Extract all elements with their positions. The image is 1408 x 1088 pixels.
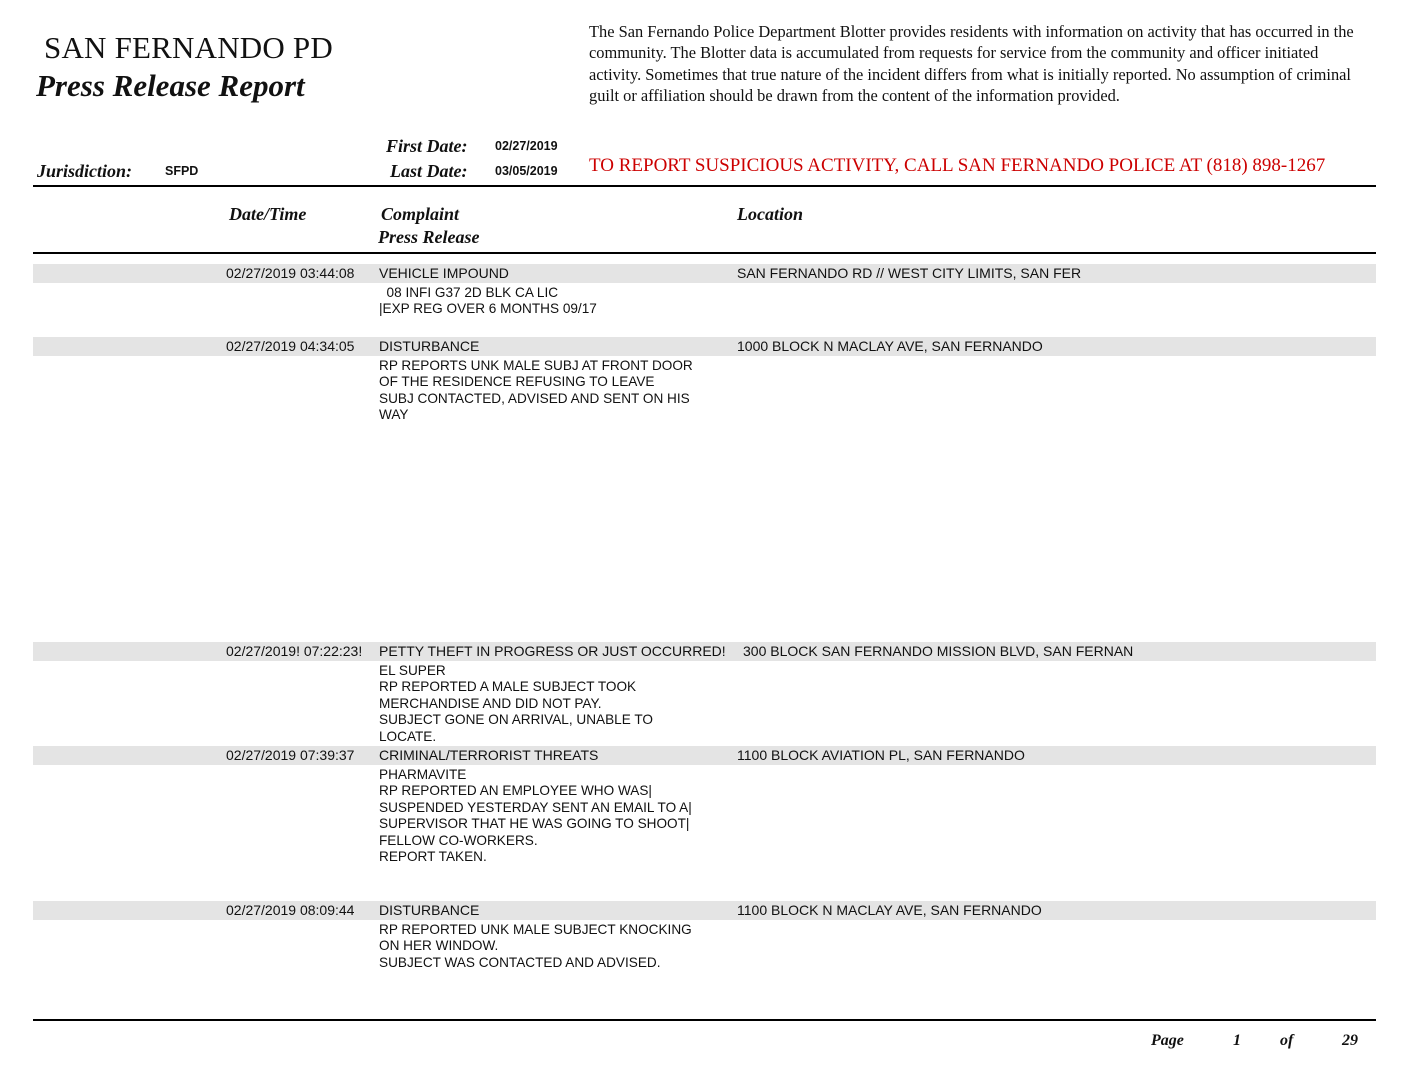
jurisdiction-label: Jurisdiction: [37,161,133,181]
incident-location: SAN FERNANDO RD // WEST CITY LIMITS, SAN FER [737,265,1082,281]
incident-location: 300 BLOCK SAN FERNANDO MISSION BLVD, SAN FERNAN [743,643,1134,659]
incident-press-release: RP REPORTS UNK MALE SUBJ AT FRONT DOOR OF THE RESIDENCE REFUSING TO LEAVE SUBJ CONTACTED, ADVISED AND SENT ON HIS WAY [379,358,693,423]
blotter-info-paragraph: The San Fernando Police Department Blotter provides residents with information on activity that has occurred in the community. The Blotter data is accumulated from requests for service from the community and officer initiated activity. Sometimes that true nature of the incident differs from what is initially reported. No assumption of criminal guilt or affiliation should be drawn from the content of the information provided. [589,22,1354,105]
page-total: 29 [1342,1032,1358,1049]
report-suspicious-activity-callout: TO REPORT SUSPICIOUS ACTIVITY, CALL SAN FERNANDO POLICE AT (818) 898-1267 [589,155,1326,176]
incident-datetime: 02/27/2019 07:39:37 [226,747,355,763]
incident-complaint: PETTY THEFT IN PROGRESS OR JUST OCCURRED! [379,643,726,659]
header-rule [33,185,1376,187]
column-header-press-release: Press Release [378,227,480,247]
incident-press-release: 08 INFI G37 2D BLK CA LIC |EXP REG OVER 6 MONTHS 09/17 [379,285,597,317]
column-header-complaint: Complaint [381,204,460,224]
incident-complaint: CRIMINAL/TERRORIST THREATS [379,747,599,763]
incident-datetime: 02/27/2019 03:44:08 [226,265,355,281]
incident-complaint: DISTURBANCE [379,902,480,918]
incident-location: 1100 BLOCK AVIATION PL, SAN FERNANDO [737,747,1025,763]
incident-complaint: VEHICLE IMPOUND [379,265,509,281]
incident-press-release: PHARMAVITE RP REPORTED AN EMPLOYEE WHO WAS| SUSPENDED YESTERDAY SENT AN EMAIL TO A| SUPERVISOR THAT HE WAS GOING TO SHOOT| FELLOW CO-WORKERS. REPORT TAKEN. [379,767,692,865]
column-header-rule [33,252,1376,254]
column-header-location: Location [737,204,803,224]
incident-press-release: EL SUPER RP REPORTED A MALE SUBJECT TOOK MERCHANDISE AND DID NOT PAY. SUBJECT GONE ON ARRIVAL, UNABLE TO LOCATE. [379,663,653,744]
incident-location: 1100 BLOCK N MACLAY AVE, SAN FERNANDO [737,902,1042,918]
incident-datetime: 02/27/2019! 07:22:23! [226,643,363,659]
jurisdiction-value: SFPD [165,164,199,178]
agency-name: SAN FERNANDO PD [44,30,333,65]
column-header-datetime: Date/Time [229,204,307,224]
incident-datetime: 02/27/2019 04:34:05 [226,338,355,354]
first-date-value: 02/27/2019 [495,139,558,153]
page-number: 1 [1233,1032,1241,1049]
last-date-value: 03/05/2019 [495,164,558,178]
footer-rule [33,1019,1376,1021]
incident-location: 1000 BLOCK N MACLAY AVE, SAN FERNANDO [737,338,1043,354]
first-date-label: First Date: [386,136,468,156]
incident-datetime: 02/27/2019 08:09:44 [226,902,355,918]
last-date-label: Last Date: [390,161,468,181]
report-title: Press Release Report [36,68,305,103]
of-label: of [1280,1032,1294,1049]
incident-complaint: DISTURBANCE [379,338,480,354]
page-label: Page [1151,1032,1184,1049]
incident-press-release: RP REPORTED UNK MALE SUBJECT KNOCKING ON HER WINDOW. SUBJECT WAS CONTACTED AND ADVISED. [379,922,692,970]
